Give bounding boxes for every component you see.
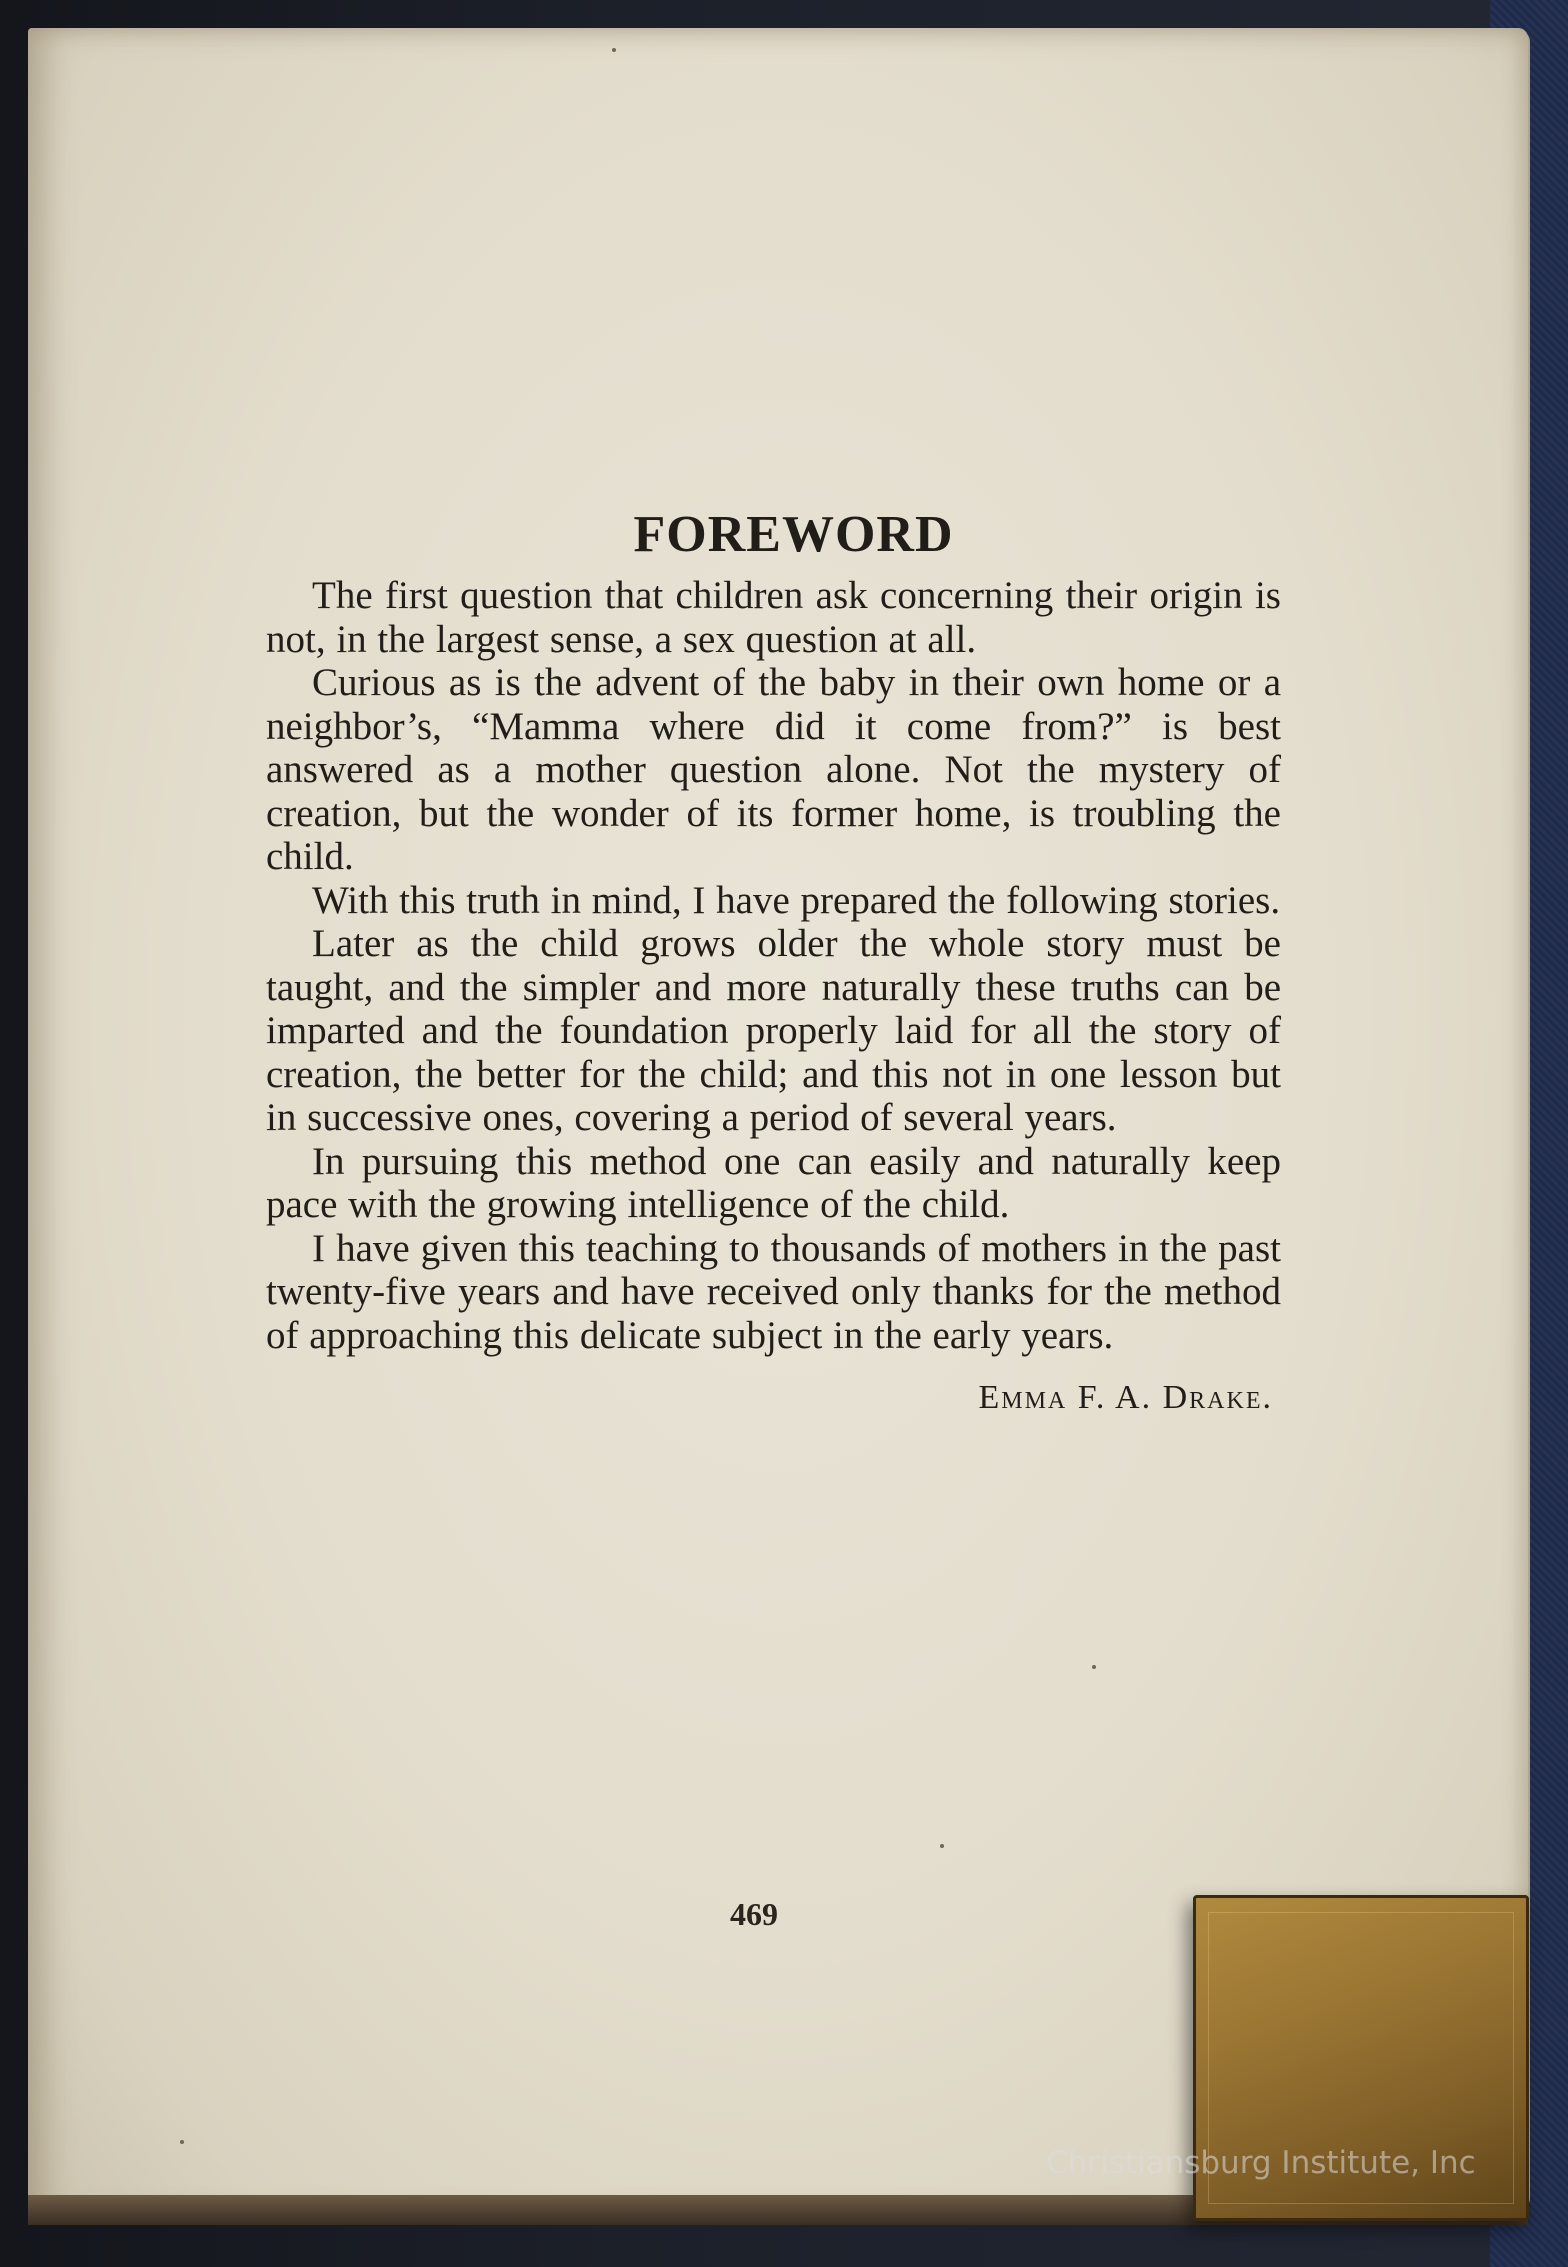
page-title: FOREWORD [633,506,954,563]
watermark: Christiansburg Institute, Inc [1046,2145,1476,2181]
paragraph: With this truth in mind, I have prepared the following stories. [312,878,1281,922]
paragraph: Curious as is the advent of the baby in their own home or a neighbor’s, “Mamma where did it come from?” is best answered as a mother question alone. Not the mystery of creation, but the wonder of its former home, is troubling the child. [266,661,1281,878]
paragraph: The first question that children ask concerning their origin is not, in the largest sense, a sex question at all. [266,574,1281,661]
author-signature: Emma F. A. Drake. [978,1379,1273,1416]
paper-speck [612,48,616,52]
foreword-text [266,505,1281,1417]
paper-speck [940,1844,944,1848]
paragraph: In pursuing this method one can easily and naturally keep pace with the growing intelligence of the child. [266,1139,1281,1226]
paper-speck [180,2140,184,2144]
paragraph: Later as the child grows older the whole story must be taught, and the simpler and more naturally these truths can be imparted and the foundation properly laid for all the story of creation, the better for the child; and this not in one lesson but in successive ones, covering a period of several years. [266,922,1281,1139]
paragraph: I have given this teaching to thousands of mothers in the past twenty-five years and have received only thanks for the method of approaching this delicate subject in the early years. [266,1226,1281,1357]
paper-speck [1092,1665,1096,1669]
page-number: 469 [730,1896,778,1932]
